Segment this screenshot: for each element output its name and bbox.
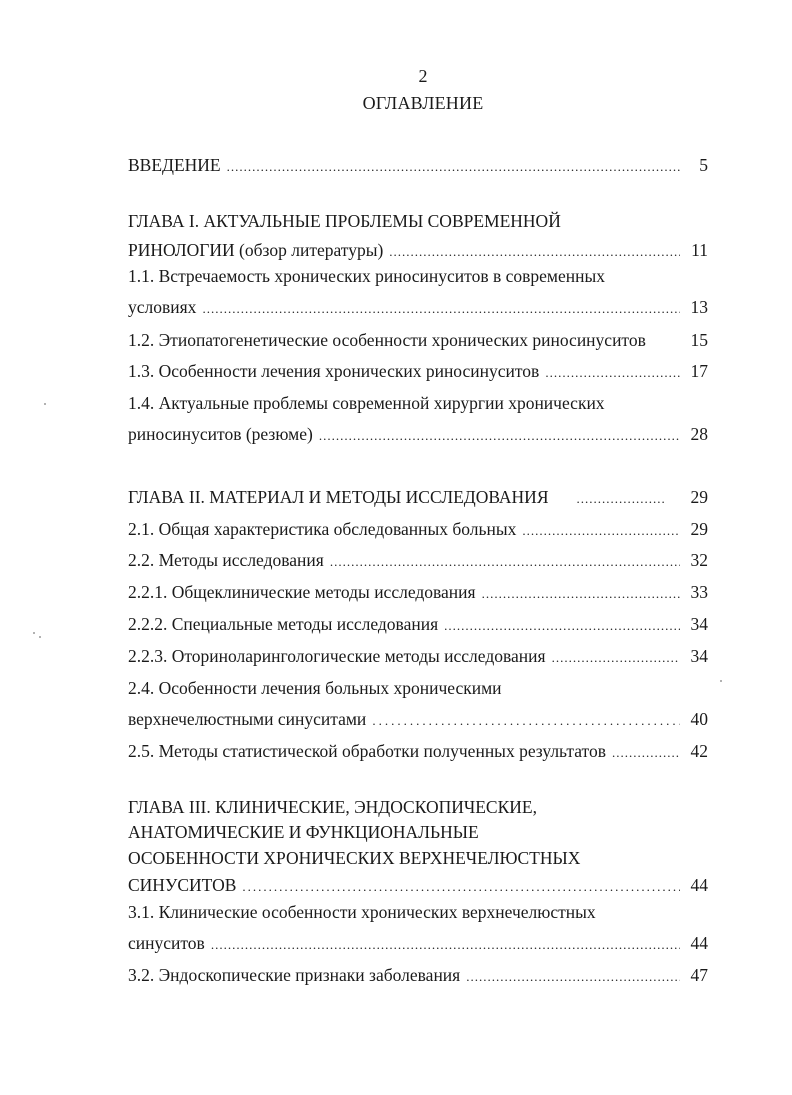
toc-entry-text: 1.3. Особенности лечения хронических риносинуситов [128,361,540,381]
toc-leader-dots [319,424,680,448]
toc-entry-1-2 [128,328,708,352]
toc-entry-page: 29 [690,519,708,539]
toc-leader-dots [372,709,680,733]
page-number: 2 [418,66,428,86]
toc-entry-page: 13 [690,297,708,317]
toc-leader-dots [522,519,680,543]
toc-entry-text: 2.2. Методы исследования [128,550,324,570]
toc-entry-page: 34 [690,614,708,634]
toc-entry-text: ВВЕДЕНИЕ [128,155,221,175]
toc-entry-page: 40 [690,709,708,729]
toc-entry-1-1-heading [128,264,708,288]
toc-entry-text: СИНУСИТОВ [128,875,237,895]
toc-entry-text: ГЛАВА II. МАТЕРИАЛ И МЕТОДЫ ИССЛЕДОВАНИЯ [128,487,549,507]
toc-entry-chapter-2 [128,485,708,509]
toc-entry-text: ОСОБЕННОСТИ ХРОНИЧЕСКИХ ВЕРХНЕЧЕЛЮСТНЫХ [128,848,581,868]
toc-entry-chapter-3-heading-1 [128,795,708,819]
toc-entry-text: ГЛАВА I. АКТУАЛЬНЫЕ ПРОБЛЕМЫ СОВРЕМЕННОЙ [128,211,561,231]
toc-entry-chapter-3-heading-2 [128,820,708,844]
toc-entry-3-1-heading [128,900,708,924]
toc-entry-page: 44 [690,875,708,895]
toc-entry-1-4 [128,422,708,446]
toc-entry-text: 2.2.1. Общеклинические методы исследования [128,582,476,602]
toc-entry-text: 2.5. Методы статистической обработки полученных результатов [128,741,606,761]
toc-entry-text: АНАТОМИЧЕСКИЕ И ФУНКЦИОНАЛЬНЫЕ [128,822,479,842]
toc-entry-3-2 [128,963,708,987]
toc-entry-2-2-3 [128,644,708,668]
toc-leader-dots [545,361,680,385]
toc-entry-page: 44 [690,933,708,953]
toc-leader-dots [482,582,680,606]
toc-entry-text: 1.4. Актуальные проблемы современной хирургии хронических [128,393,605,413]
toc-entry-1-4-heading [128,391,708,415]
scan-speck [33,632,35,634]
page-title: ОГЛАВЛЕНИЕ [362,93,484,113]
toc-entry-text: риносинуситов (резюме) [128,424,313,444]
toc-entry-text: условиях [128,297,197,317]
toc-entry-page: 28 [690,424,708,444]
toc-entry-chapter-3-heading-3 [128,846,708,870]
toc-entry-text: 3.1. Клинические особенности хронических верхнечелюстных [128,902,596,922]
toc-entry-3-1 [128,931,708,955]
toc-leader-dots [389,240,680,264]
scan-speck [720,680,722,682]
toc-entry-introduction [128,153,708,177]
toc-entry-2-5 [128,739,708,763]
scan-speck [44,403,46,405]
toc-entry-2-2-2 [128,612,708,636]
toc-entry-chapter-1 [128,238,708,262]
toc-entry-text: верхнечелюстными синуситами [128,709,367,729]
toc-entry-2-2-1 [128,580,708,604]
toc-entry-page: 34 [690,646,708,666]
toc-entry-text: 3.2. Эндоскопические признаки заболевания [128,965,461,985]
toc-entry-1-1 [128,295,708,319]
toc-leader-dots [466,965,680,989]
toc-leader-dots [330,550,680,574]
toc-leader-dots [552,646,680,670]
toc-leader-dots [227,155,680,179]
toc-entry-2-4-heading [128,676,708,700]
toc-leader-dots [211,933,680,957]
toc-entry-2-1 [128,517,708,541]
toc-leader-dots [242,875,680,899]
scan-speck [39,636,41,638]
toc-entry-text: 2.1. Общая характеристика обследованных больных [128,519,517,539]
toc-entry-page: 33 [690,582,708,602]
toc-entry-1-3 [128,359,708,383]
toc-entry-text: 2.4. Особенности лечения больных хроническими [128,678,502,698]
toc-entry-chapter-3 [128,873,708,897]
toc-entry-text: 2.2.3. Оториноларингологические методы исследования [128,646,546,666]
toc-entry-page: 42 [690,741,708,761]
toc-entry-2-2 [128,548,708,572]
toc-entry-chapter-1-heading [128,209,708,233]
toc-entry-2-4 [128,707,708,731]
toc-entry-text: 2.2.2. Специальные методы исследования [128,614,439,634]
toc-entry-page: 47 [690,965,708,985]
toc-leader-dots [202,297,680,321]
toc-entry-text: 1.2. Этиопатогенетические особенности хронических риносинуситов [128,330,646,350]
toc-leader-dots [444,614,680,638]
toc-entry-text: РИНОЛОГИИ (обзор литературы) [128,240,384,260]
toc-entry-text: ГЛАВА III. КЛИНИЧЕСКИЕ, ЭНДОСКОПИЧЕСКИЕ, [128,797,537,817]
toc-entry-page: 17 [690,361,708,381]
toc-entry-text: синуситов [128,933,205,953]
toc-leader-dots [577,487,667,511]
toc-entry-page: 11 [691,240,708,260]
toc-entry-text: 1.1. Встречаемость хронических риносинуситов в современных [128,266,605,286]
toc-entry-page: 5 [699,155,708,175]
toc-entry-page: 29 [690,487,708,507]
toc-entry-page: 32 [690,550,708,570]
toc-leader-dots [612,741,680,765]
toc-entry-page: 15 [690,330,708,350]
